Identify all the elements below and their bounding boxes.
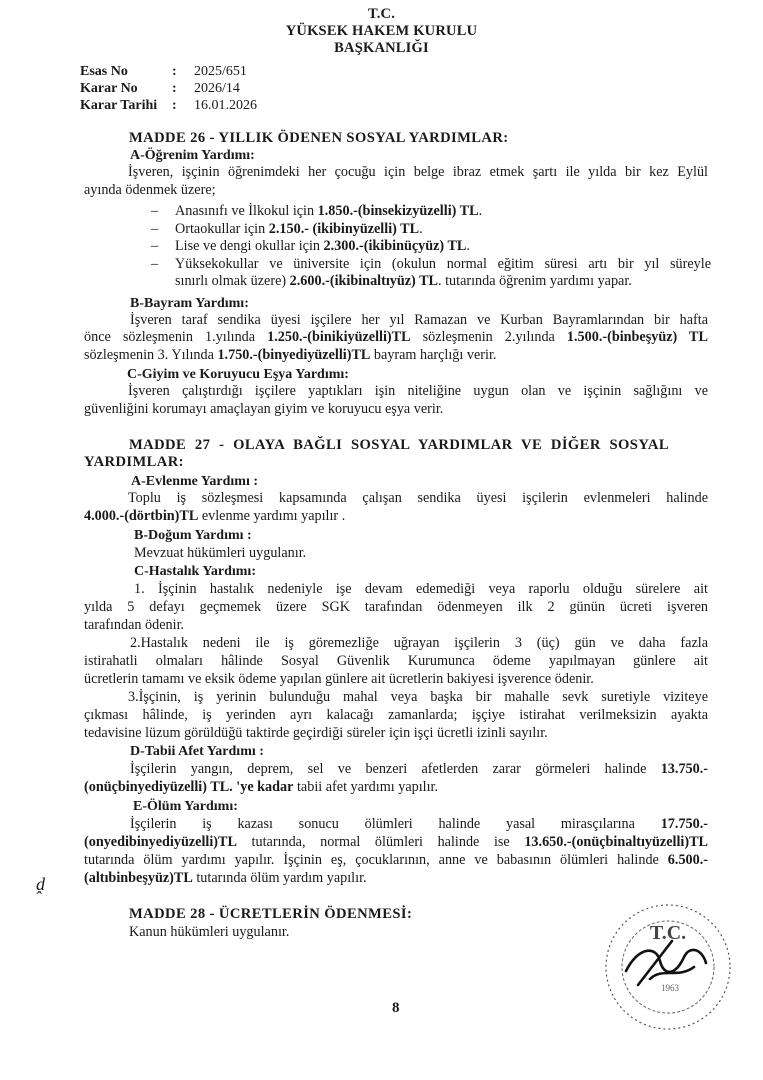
m27-c1-line3: tarafından ödenir. [84, 617, 185, 633]
text: tutarında ölüm yardım yapılır. [192, 870, 367, 886]
m26-c-title: C-Giyim ve Koruyucu Eşya Yardımı: [127, 367, 349, 382]
m27-c3-line1: 3.İşçinin, iş yerinin bulunduğu mahal veya başka bir mahalle sevk suretiyle viziteye [128, 689, 708, 705]
amount: (altıbinbeşyüz)TL [84, 870, 193, 886]
m28-line1: Kanun hükümleri uygulanır. [129, 924, 290, 940]
m26-b-line2 [84, 329, 708, 347]
header-baskanlik: BAŞKANLIĞI [334, 40, 429, 56]
meta-esas-no [80, 63, 257, 80]
meta-label: Esas No [80, 64, 128, 79]
amount: (onyedibinyediyüzelli)TL [84, 834, 237, 850]
m27-a-line2 [84, 508, 345, 526]
amount: 13.750.- [660, 761, 708, 777]
meta-sep: : [172, 81, 177, 96]
item-text: Anasınıfı ve İlkokul için [175, 203, 318, 219]
m27-a-line1: Toplu iş sözleşmesi kapsamında çalışan sendika üyesi işçilerin evlenmeleri halinde [128, 490, 708, 506]
item-amount: 2.150.- (ikibinyüzelli) TL [268, 220, 420, 237]
text: evlenme yardımı yapılır . [198, 508, 346, 524]
item-amount: 1.850.-(binsekizyüzelli) TL [317, 203, 479, 219]
m26-b-line1: İşveren taraf sendika üyesi işçilere her yıl Ramazan ve Kurban Bayramlarından bir hafta [130, 312, 708, 328]
official-stamp [598, 897, 738, 1037]
stamp-tc-text: T.C. [649, 922, 687, 944]
m26-c-line2: güvenliğini korumayı amaçlayan giyim ve koruyucu eşya verir. [84, 401, 444, 417]
list-item [151, 203, 711, 221]
meta-sep: : [172, 64, 177, 79]
meta-value: 16.01.2026 [194, 98, 257, 113]
item-text: – Yüksekokullar ve üniversite için (okulun normal eğitim süresi artı bir yıl süreyle [175, 255, 711, 272]
text: önce sözleşmenin 1.yılında [84, 329, 268, 345]
m27-c3-line2: çıkması hâlinde, iş yerinden ayrı kalacağı zamanlarda; işçiye istirahat verilmeksizin ayakta [84, 707, 708, 723]
meta-karar-no [80, 80, 257, 97]
list-item [151, 256, 711, 291]
m26-a-intro-line2: ayında ödenmek üzere; [84, 182, 216, 198]
list-item [151, 221, 711, 239]
page-number: 8 [392, 1000, 400, 1016]
meta-label: Karar Tarihi [80, 98, 158, 113]
case-meta [80, 63, 257, 114]
m26-b-line3 [84, 347, 496, 365]
item-suffix: . [419, 220, 423, 237]
item-text: sınırlı olmak üzere) [175, 273, 290, 290]
meta-label: Karar No [80, 81, 138, 96]
m26-a-list [151, 203, 711, 291]
m27-d-line2 [84, 779, 438, 797]
text: sözleşmenin 3. Yılında [84, 347, 218, 363]
amount: 4.000.-(dörtbin)TL [84, 508, 199, 524]
header-kurul: YÜKSEK HAKEM KURULU [285, 23, 478, 39]
m26-a-title: A-Öğrenim Yardımı: [130, 148, 255, 163]
m27-e-line2 [84, 834, 708, 852]
m27-c2-line2: istirahatli olmaları hâlinde Sosyal Güvenlik Kurumunca ödeme yapılmayan günlere ait [84, 653, 708, 669]
amount: 1.500.-(binbeşyüz) TL [566, 329, 708, 345]
m27-c1-line2: yılda 5 defayı geçmemek üzere SGK tarafından ödenmeyen ilk 2 günün ücreti işveren [84, 599, 708, 615]
text: tabii afet yardımı yapılır. [293, 779, 439, 795]
text: tutarında ölüm yardımı yapılır. İşçinin eş, çocuklarının, anne ve babasının ölümleri halinde [84, 852, 668, 868]
text: bayram harçlığı verir. [370, 347, 497, 363]
meta-value: 2025/651 [194, 64, 247, 79]
m27-c3-line3: tedavisine lüzum görüldüğü taktirde geçirdiği süreler için işçi ücretli izinli sayılır. [84, 725, 548, 741]
meta-karar-tarihi [80, 97, 257, 114]
m27-e-line4 [84, 870, 367, 888]
text: sözleşmenin 2.yılında [410, 329, 567, 345]
m27-c-title: C-Hastalık Yardımı: [134, 564, 256, 579]
text: İşçilerin yangın, deprem, sel ve benzeri afetlerden zarar görmeleri halinde [130, 761, 661, 777]
amount: 13.650.-(onüçbinaltıyüzelli)TL [524, 834, 708, 850]
margin-handwritten-mark: ḓ [36, 874, 45, 894]
item-suffix: . [466, 238, 470, 255]
text: İşçilerin iş kazası sonucu ölümleri halinde yasal mirasçılarına [130, 816, 661, 832]
madde-26-title: MADDE 26 - YILLIK ÖDENEN SOSYAL YARDIMLAR: [129, 130, 509, 146]
madde-27-title-line1: MADDE 27 - OLAYA BAĞLI SOSYAL YARDIMLAR VE DİĞER SOSYAL [129, 437, 669, 453]
item-text: Lise ve dengi okullar için [175, 238, 324, 255]
amount: (onüçbinyediyüzelli) TL. 'ye kadar [84, 779, 294, 795]
text: tutarında, normal ölümleri halinde ise [236, 834, 525, 850]
amount: 6.500.- [667, 852, 708, 868]
list-item [151, 238, 711, 256]
m27-e-title: E-Ölüm Yardımı: [133, 799, 238, 814]
item-amount: 2.300.-(ikibinüçyüz) TL [323, 238, 467, 255]
m26-b-title: B-Bayram Yardımı: [130, 296, 249, 311]
m27-b-line1: Mevzuat hükümleri uygulanır. [134, 545, 307, 561]
item-text: Ortaokullar için [175, 220, 269, 237]
m26-c-line1: İşveren çalıştırdığı işçilere yaptıkları işin niteliğine uygun olan ve işçinin sağlığını ve [128, 383, 708, 399]
m27-c2-line1: 2.Hastalık nedeni ile iş göremezliğe uğrayan işçilerin 3 (üç) gün ve daha fazla [130, 635, 708, 651]
m27-d-line1 [130, 761, 708, 779]
signature-scribble [626, 941, 706, 985]
stamp-year-text: 1963 [661, 983, 679, 993]
m27-e-line3 [84, 852, 708, 870]
meta-sep: : [172, 98, 177, 113]
m27-e-line1 [130, 816, 708, 834]
amount: 1.250.-(binikiyüzelli)TL [267, 329, 411, 345]
item-suffix: . tutarında öğrenim yardımı yapar. [438, 273, 632, 290]
m27-b-title: B-Doğum Yardımı : [134, 528, 252, 543]
item-amount: 2.600.-(ikibinaltıyüz) TL [289, 273, 438, 290]
m26-a-intro-line1: İşveren, işçinin öğrenimdeki her çocuğu için belge ibraz etmek şartı ile yılda bir kez Eylül [128, 164, 708, 180]
m27-c1-line1: 1. İşçinin hastalık nedeniyle işe devam edemediği veya raporlu olduğu sürelere ait [134, 581, 708, 597]
amount: 17.750.- [660, 816, 708, 832]
madde-27-title-line2: YARDIMLAR: [84, 454, 184, 470]
header-tc: T.C. [367, 6, 396, 22]
madde-28-title: MADDE 28 - ÜCRETLERİN ÖDENMESİ: [129, 906, 413, 922]
m27-c2-line3: ücretlerin tamamı ve eksik ödeme yapılan günlere ait ücretlerin bakiyesi işverence ödenir. [84, 671, 594, 687]
meta-value: 2026/14 [194, 81, 240, 96]
m27-a-title: A-Evlenme Yardımı : [131, 474, 259, 489]
amount: 1.750.-(binyediyüzelli)TL [217, 347, 371, 363]
m27-d-title: D-Tabii Afet Yardımı : [130, 744, 264, 759]
item-suffix: . [478, 203, 483, 219]
